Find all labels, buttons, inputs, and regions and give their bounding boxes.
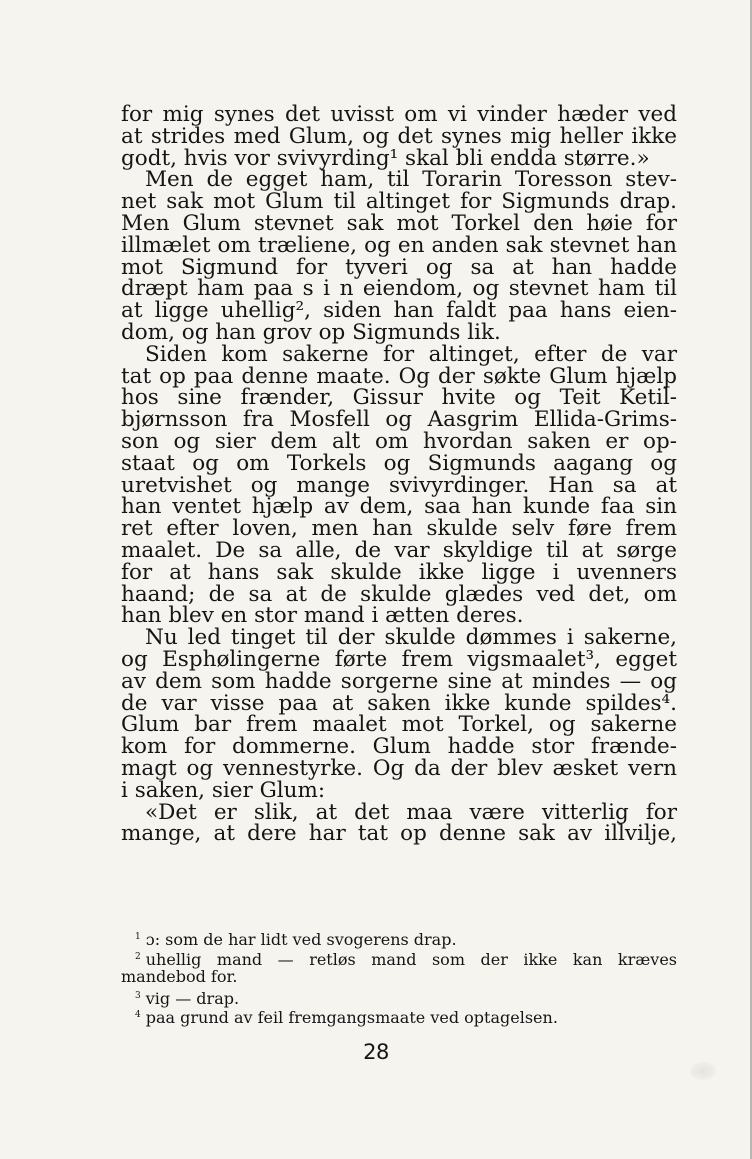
footnote-marker: 2 [135,951,141,962]
text-line: dom, og han grov op Sigmunds lik. [121,319,501,345]
text-line: bjørnsson fra Mosfell og Aasgrim Ellida-Grims- [121,407,677,433]
text-line: «Det er slik, at det maa være vitterlig for [145,799,677,825]
text-line: maalet. De sa alle, de var skyldige til at sørge [121,537,677,563]
text-line: illmælet om træliene, og en anden sak stevnet han [121,232,677,258]
text-line: at strides med Glum, og det synes mig heller ikke [121,123,677,149]
footnote-line: mandebod for. [121,967,238,986]
footnote-line [121,948,677,968]
text-line: Nu led tinget til der skulde dømmes i sakerne, [145,625,677,651]
text-line: Men Glum stevnet sak mot Torkel den høie for [121,210,677,236]
text-line: i saken, sier Glum: [121,777,326,803]
text-line: Siden kom sakerne for altinget, efter de var [145,341,677,367]
paper-smudge [690,1062,716,1080]
text-line: og Esphølingerne førte frem vigsmaalet³, egget [121,646,677,672]
page-number: 28 [363,1040,389,1064]
text-line: han ventet hjælp av dem, saa han kunde faa sin [121,494,677,520]
footnote-line [121,987,677,1007]
text-line: Men de egget ham, til Torarin Toresson stev- [145,167,677,193]
footnote-marker: 3 [135,990,141,1001]
text-line: magt og vennestyrke. Og da der blev æsket vern [121,755,677,781]
text-line: mange, at dere har tat op denne sak av illvilje, [121,821,677,847]
text-line: for mig synes det uvisst om vi vinder hæder ved [121,102,677,127]
footnote-line [121,928,677,948]
footnote-text: vig — drap. [145,988,240,1008]
text-line: dræpt ham paa s i n eiendom, og stevnet ham til [121,276,677,302]
footnote-text: paa grund av feil fremgangsmaate ved optagelsen. [145,1008,558,1027]
text-line: haand; de sa at de skulde glædes ved det, om [121,581,677,607]
footnote-line [121,1006,677,1026]
footnote-text: ɔ: som de har lidt ved svogerens drap. [145,930,457,949]
text-line: net sak mot Glum til altinget for Sigmunds drap. [121,189,677,215]
text-line: son og sier dem alt om hvordan saken er op- [121,428,677,454]
footnote-marker: 4 [135,1010,141,1020]
footnote-text: uhellig mand — retløs mand som der ikke kan kræves [145,949,677,969]
text-line: han blev en stor mand i ætten deres. [121,603,524,629]
text-line: hos sine frænder, Gissur hvite og Teit Ketil- [121,385,677,411]
text-line: staat og om Torkels og Sigmunds aagang og [121,450,677,476]
text-line: mot Sigmund for tyveri og sa at han hadde [121,254,677,280]
text-line: godt, hvis vor svivyrding¹ skal bli endda større.» [121,145,650,171]
footnotes [121,928,677,1026]
text-line: av dem som hadde sorgerne sine at mindes — og [121,668,677,694]
text-line: Glum bar frem maalet mot Torkel, og sakerne [121,712,677,738]
text-line: for at hans sak skulde ikke ligge i uvenners [121,559,677,585]
body-text [121,104,677,845]
footnote-marker: 1 [135,932,141,942]
text-line: de var visse paa at saken ikke kunde spildes⁴. [121,690,677,716]
text-line: ret efter loven, men han skulde selv føre frem [121,516,677,542]
text-line: at ligge uhellig², siden han faldt paa hans eien- [121,298,677,324]
text-line: uretvishet og mange svivyrdinger. Han sa at [121,472,677,498]
text-line: kom for dommerne. Glum hadde stor frænde- [121,734,677,760]
text-line: tat op paa denne maate. Og der søkte Glum hjælp [121,363,677,389]
